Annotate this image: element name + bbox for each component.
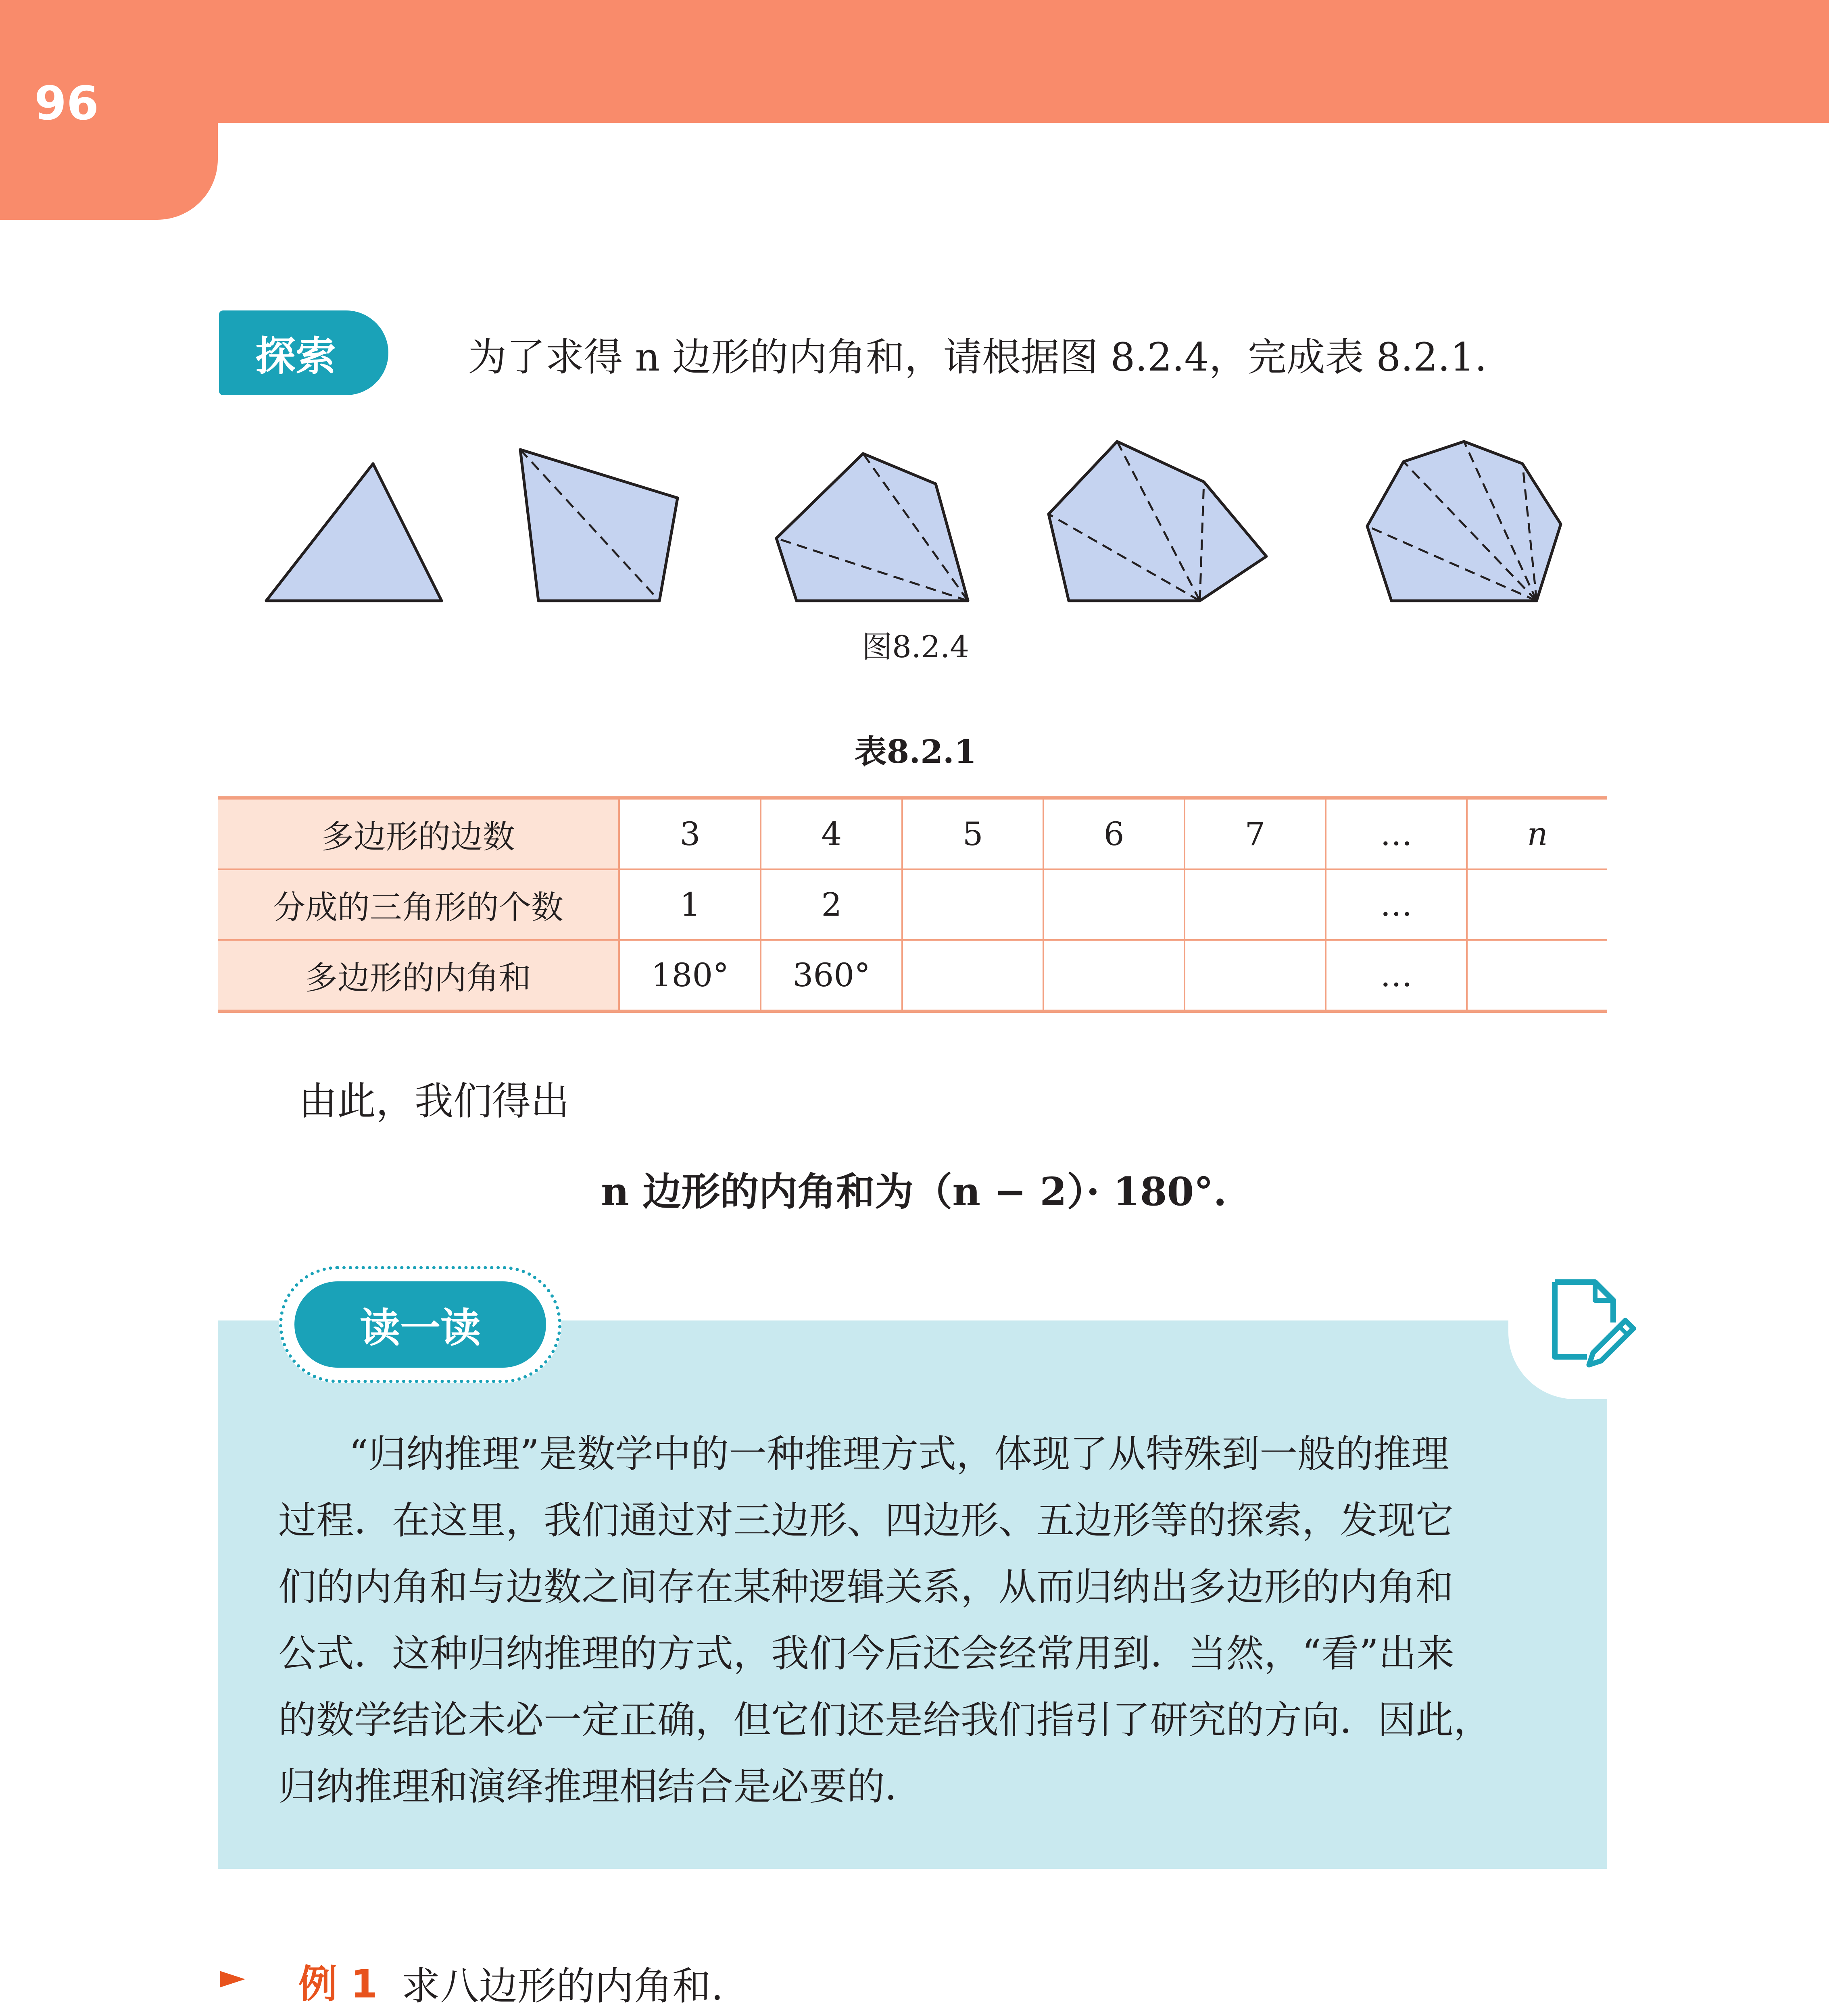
table-cell: 2 [761,869,902,940]
table-cell: 7 [1185,798,1326,869]
row-header: 分成的三角形的个数 [218,869,619,940]
table-cell: … [1326,940,1467,1011]
read-paragraph-line: 归纳推理和演绎推理相结合是必要的． [278,1765,923,1809]
table-cell: 4 [761,798,902,869]
table-cell [1043,940,1185,1011]
read-paragraph-line: 的数学结论未必一定正确，但它们还是给我们指引了研究的方向．因此， [278,1698,1492,1742]
example-question: 求八边形的内角和. [401,1964,724,2009]
header-bar [0,0,1829,123]
table-cell [1185,940,1326,1011]
heptagon [1367,442,1561,601]
row-header: 多边形的边数 [218,798,619,869]
read-paragraph-line: 们的内角和与边数之间存在某种逻辑关系，从而归纳出多边形的内角和 [278,1565,1454,1609]
angle-sum-formula: n 边形的内角和为（n − 2）· 180°. [601,1169,1227,1214]
pentagon [776,454,968,601]
table-row [218,869,1607,940]
read-tag: 读一读 [294,1281,546,1368]
table-cell [1467,869,1607,940]
table-cell [1043,869,1185,940]
table-cell: 180° [619,940,761,1011]
figure-caption: 图8.2.4 [862,629,969,664]
read-paragraph-line: 公式．这种归纳推理的方式，我们今后还会经常用到．当然，“看”出来 [278,1632,1455,1676]
table-cell: 360° [761,940,902,1011]
polygon-table [218,796,1607,1013]
read-paragraph-line: “归纳推理”是数学中的一种推理方式，体现了从特殊到一般的推理 [349,1432,1449,1476]
table-cell: … [1326,798,1467,869]
table-cell [1185,869,1326,940]
explore-tag: 探索 [219,310,388,395]
note-pencil-icon [1545,1274,1637,1371]
table-cell: 3 [619,798,761,869]
example-marker-icon: ► [220,1958,246,1996]
table-title: 表8.2.1 [854,733,977,771]
table-cell [902,940,1043,1011]
polygon-figure [242,427,1605,613]
triangle [266,464,442,601]
read-paragraph-line: 过程．在这里，我们通过对三边形、四边形、五边形等的探索，发现它 [278,1499,1454,1543]
conclusion-lead: 由此，我们得出 [298,1079,569,1124]
table-cell: 5 [902,798,1043,869]
table-row [218,798,1607,869]
row-header: 多边形的内角和 [218,940,619,1011]
table-cell [902,869,1043,940]
page-number: 96 [34,77,99,131]
example-label: 例 1 [298,1962,378,2007]
table-cell: 6 [1043,798,1185,869]
quadrilateral [520,450,678,601]
table-cell: 1 [619,869,761,940]
explore-instruction: 为了求得 n 边形的内角和，请根据图 8.2.4，完成表 8.2.1. [468,335,1487,380]
table-cell: … [1326,869,1467,940]
table-cell [1467,940,1607,1011]
table-cell: n [1467,798,1607,869]
table-row [218,940,1607,1011]
